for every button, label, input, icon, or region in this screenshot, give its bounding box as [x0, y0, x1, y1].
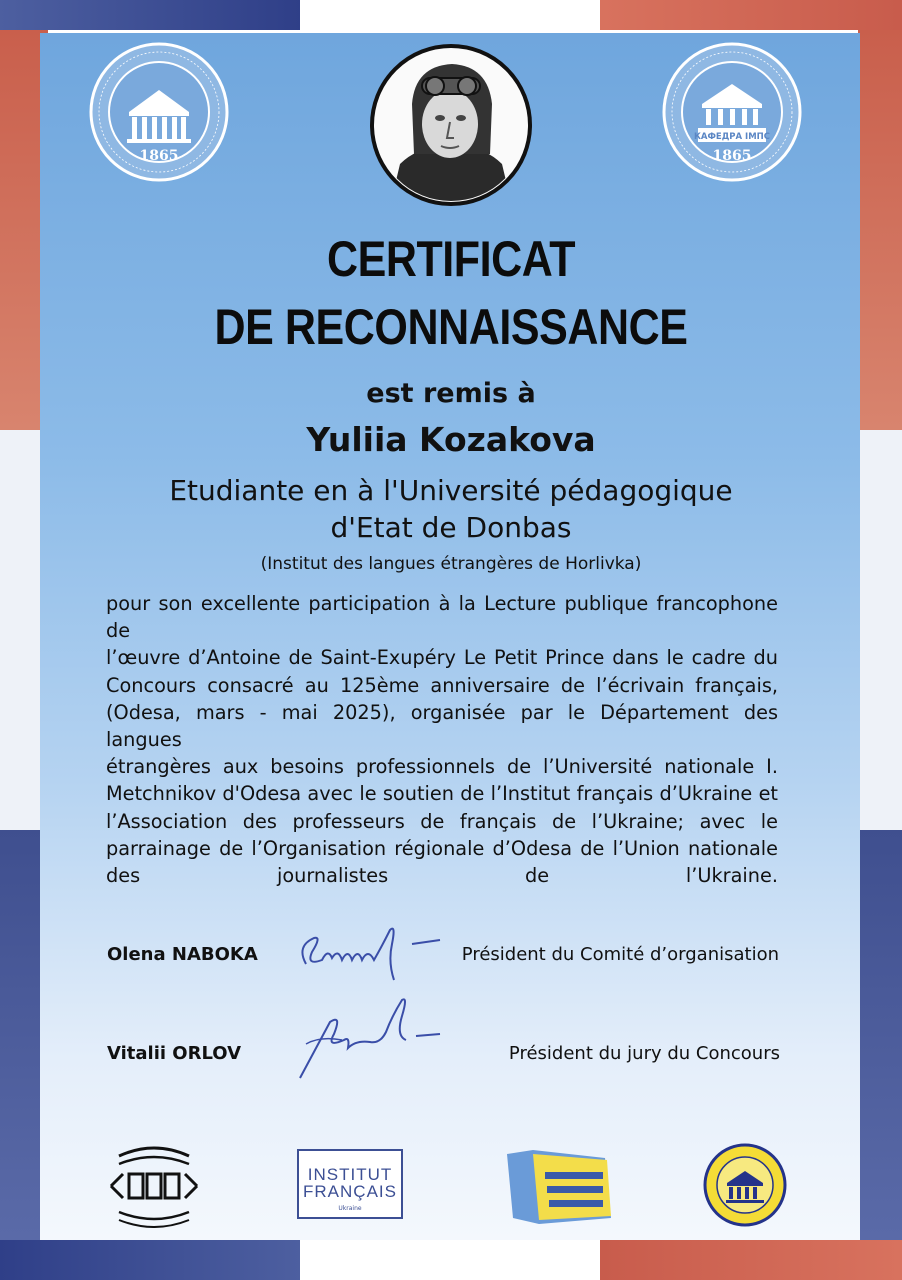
recipient-role-line2: d'Etat de Donbas — [330, 511, 572, 544]
if-logo-line2: FRANÇAIS — [303, 1182, 397, 1201]
seal-right-banner: КАФЕДРА ІМПС — [693, 132, 771, 142]
frame-stripe-top-right — [600, 0, 902, 30]
institute-emblem-logo-icon — [703, 1143, 787, 1227]
frame-stripe-right-blue — [858, 830, 902, 1240]
journalists-union-flag-logo-icon — [505, 1148, 615, 1228]
citation-line: (Odesa, mars - mai 2025), organisée par le Département des langues — [106, 700, 778, 752]
university-seal-left-icon — [89, 42, 229, 182]
citation-line: étrangères aux besoins professionnels de l’Université nationale I. — [106, 755, 778, 779]
signatory-name-1: Olena NABOKA — [107, 944, 258, 965]
citation-line: Concours consacré au 125ème anniversaire de l’écrivain français, — [106, 673, 778, 697]
certificate-title-line1: CERTIFICAT — [326, 231, 576, 287]
citation-line: l’Association des professeurs de français de l’Ukraine; avec le — [106, 809, 778, 833]
department-seal-right-icon — [662, 42, 802, 182]
frame-stripe-bottom-right — [600, 1240, 902, 1280]
signatory-name-2: Vitalii ORLOV — [107, 1043, 242, 1064]
citation-line: Metchnikov d'Odesa avec le soutien de l’Institut français d’Ukraine et — [106, 782, 778, 806]
seal-right-year: 1865 — [712, 148, 752, 164]
signature-naboka-icon — [292, 918, 442, 988]
frame-stripe-right-red — [858, 30, 902, 430]
frame-stripe-bottom-left — [0, 1240, 300, 1280]
citation-line: des journalistes de l’Ukraine. — [106, 864, 778, 888]
recipient-role-line1: Etudiante en à l'Université pédagogique — [169, 474, 733, 507]
seal-left-year: 1865 — [139, 148, 179, 164]
signatory-title-2: Président du jury du Concours — [508, 1043, 780, 1064]
citation-line: pour son excellente participation à la Lecture publique francophone de — [106, 592, 778, 643]
citation-line: parrainage de l’Organisation régionale d’Odesa de l’Union nationale — [106, 836, 778, 860]
frame-stripe-top-left — [0, 0, 300, 30]
if-logo-line3: Ukraine — [338, 1205, 362, 1212]
if-logo-line1: INSTITUT — [307, 1165, 393, 1184]
apfu-association-logo-icon — [105, 1142, 203, 1228]
awarded-to-label: est remis à — [366, 378, 536, 409]
certificate-title-line2: DE RECONNAISSANCE — [214, 299, 688, 355]
recipient-name: Yuliia Kozakova — [306, 420, 596, 459]
citation-text — [106, 590, 778, 889]
signature-orlov-icon — [290, 996, 445, 1082]
institut-francais-logo — [297, 1149, 403, 1219]
signatory-title-1: Président du Comité d’organisation — [461, 944, 779, 965]
portrait-saint-exupery-icon — [370, 44, 532, 206]
citation-line: l’œuvre d’Antoine de Saint-Exupéry Le Petit Prince dans le cadre du — [106, 646, 778, 670]
recipient-institute: (Institut des langues étrangères de Horlivka) — [260, 554, 642, 574]
